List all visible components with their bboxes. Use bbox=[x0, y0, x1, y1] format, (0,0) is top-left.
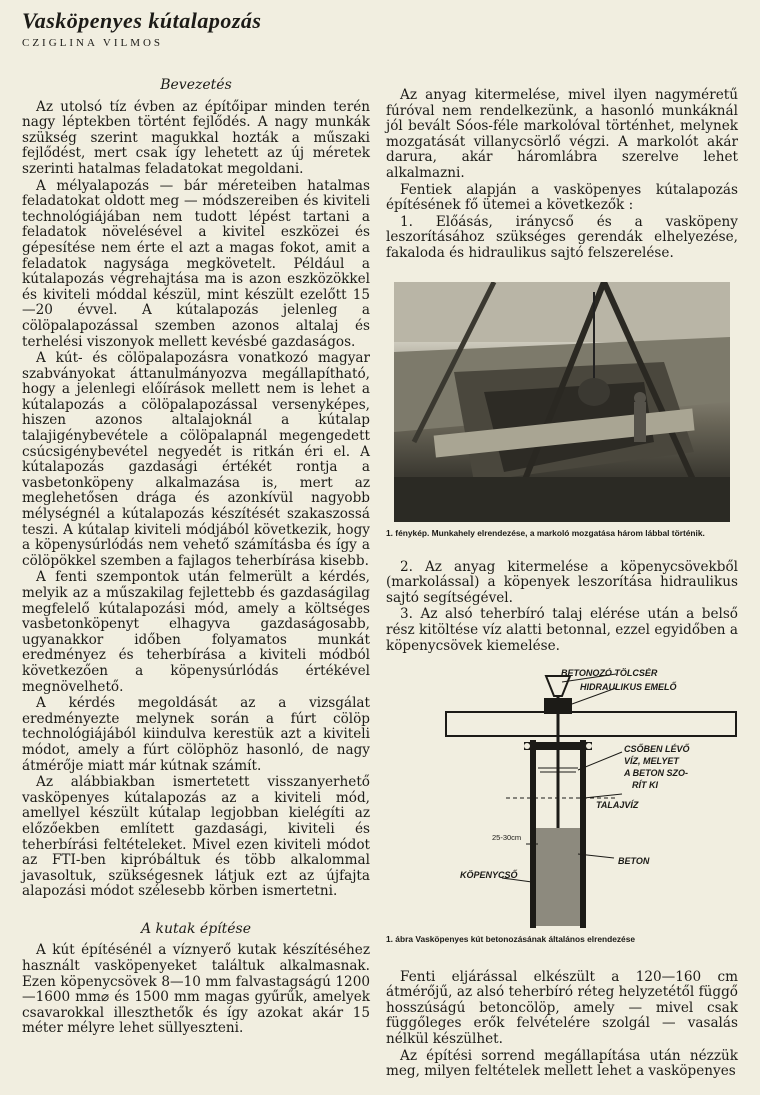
groundwater-label: TALAJVÍZ bbox=[596, 800, 639, 811]
casing-label: KÖPENYCSŐ bbox=[460, 870, 518, 881]
funnel-label: BETONOZÓ TÖLCSÉR bbox=[561, 668, 658, 679]
water-label-line-4: RÍT KI bbox=[632, 780, 658, 791]
figure-spacer bbox=[386, 948, 738, 970]
right-column bbox=[386, 88, 738, 1080]
photo-caption: 1. fénykép. Munkahely elrendezése, a markoló mozgatása három lábbal történik. bbox=[386, 527, 705, 538]
figure-caption: 1. ábra Vasköpenyes kút betonozásának általános elrendezése bbox=[386, 934, 636, 945]
bottom-paragraph-1: Fenti eljárással elkészült a 120—160 cm átmérőjű, az alsó teherbíró réteg helyzetétől függő hosszúságú betoncölöp, amely — mivel csak függőleges erők felvételére szolgál — vasalás nélkül készülhet. bbox=[386, 968, 738, 1048]
construction-paragraph-1: A kút építésénél a víznyerő kutak készítéséhez használt vasköpenyeket találtuk alkalmasnak. Ezen köpenycsövek 8—10 mm falvastagságú 1200—1600 mm⌀ és 1500 mm magas gyűrűk, amelyek csavarokkal illeszthetők és így azokat akár 15 méter mélyre lehet süllyeszteni. bbox=[22, 942, 370, 1037]
water-label-line-2: VÍZ, MELYET bbox=[624, 756, 679, 767]
concrete-fill bbox=[536, 828, 580, 926]
worksite-photo bbox=[394, 282, 730, 522]
concreting-diagram-drawing bbox=[386, 668, 738, 930]
right-paragraph-2: Fentiek alapján a vasköpenyes kútalapozás építésének fő ütemei a következők : bbox=[386, 181, 738, 214]
author-name: CZIGLINA VILMOS bbox=[22, 37, 164, 49]
article-title: Vasköpenyes kútalapozás bbox=[22, 8, 262, 33]
casing-left-wall bbox=[530, 740, 536, 928]
intro-paragraph-6: Az alábbiakban ismertetett visszanyerhető vasköpenyes kútalapozás az a kiviteli mód, amellyel készült kútalap legjobban kielégíti az előzőekben említett gazdasági, kiviteli és teherbírási feltételeket. Mivel ezen kiviteli módot az FTI-ben kipróbáltuk és több alkalommal javasoltuk, szükségesnek látjuk ezt az újfajta alapozási módot szélesebb körben ismertetni. bbox=[22, 774, 370, 900]
water-label-line-3: A BETON SZO- bbox=[624, 768, 689, 779]
right-paragraph-1: Az anyag kitermelése, mivel ilyen nagyméretű fúróval nem rendelkezünk, a hasonló munkáknál jól bevált Sóos-féle markolóval történhet, melynek mozgatását villanycsörlő végzi. A markolót akár darura, akár háromlábra szerelve lehet alkalmazni. bbox=[386, 87, 738, 181]
construction-heading: A kutak építése bbox=[140, 920, 252, 937]
dimension-label: 25-30cm bbox=[492, 833, 522, 843]
step-2-paragraph: 2. Az anyag kitermelése a köpenycsövekből (markolással) a köpenyek leszorítása hidraulikus sajtó segítségével. bbox=[386, 558, 738, 606]
photo-spacer bbox=[386, 538, 738, 560]
step-3-paragraph: 3. Az alsó teherbíró talaj elérése után a belső rész kitöltése víz alatti betonnal, ezzel egyidőben a köpenycsövek kiemelése. bbox=[386, 606, 738, 654]
beam-shape bbox=[446, 712, 736, 736]
worksite-photo-drawing bbox=[394, 282, 730, 522]
bottom-paragraph-2: Az építési sorrend megállapítása után nézzük meg, milyen feltételek mellett lehet a vasköpenyes bbox=[386, 1047, 738, 1080]
concrete-label: BETON bbox=[618, 856, 650, 867]
right-paragraph-3: 1. Előásás, iránycső és a vasköpeny leszorításához szükséges gerendák elhelyezése, fakaloda és hidraulikus sajtó felszerelése. bbox=[386, 213, 738, 261]
intro-heading: Bevezetés bbox=[160, 77, 232, 93]
intro-paragraph-1: Az utolsó tíz évben az építőipar minden terén nagy léptekben történt fejlődés. A nagy munkák szükség szerint magukkal hozták a műszaki fejlődést, mert csak így lehetett az új méretek szerinti hatalmas feladatokat megoldani. bbox=[22, 98, 370, 177]
casing-flange bbox=[524, 742, 592, 750]
funnel-shape bbox=[546, 676, 570, 696]
intro-paragraph-5: A kérdés megoldását az a vizsgálat eredményezte melynek során a fúrt cölöp technológiájából kiindulva kerestük azt a kiviteli módot, amely a fúrt cölöphöz hasonló, de nagy átmérője miatt már kútnak számít. bbox=[22, 695, 370, 774]
intro-paragraph-4: A fenti szempontok után felmerült a kérdés, melyik az a műszakilag fejlettebb és gazdaságilag megfelelő kútalapozási mód, amely a költséges vasbetonköpenyt elhagyva gazdaságosabb, ugyanakkor időben folyamatos munkát eredményez és teherbírása a kiviteli módból következően a köpenysúrlódás értékével megnövelhető. bbox=[22, 569, 370, 695]
intro-paragraph-2: A mélyalapozás — bár méreteiben hatalmas feladatokat oldott meg — módszereiben és kiviteli technológiájában nem tudott lépést tartani a feladatok növelésével a kivitel eszközei és gépesítése nem érte el azt a magas fokot, amit a feladatok nagysága megkövetelt. Például a kútalapozás végrehajtása ma is azon eszközökkel és kiviteli móddal készül, mint készült ezelőtt 15—20 évvel. A kútalapozás jelenleg a cölöpalapozással szemben azonos altalaj és terhelési viszonyok mellett kevésbé gazdaságos. bbox=[22, 177, 370, 350]
water-label-line-1: CSŐBEN LÉVŐ bbox=[624, 744, 690, 755]
concreting-diagram bbox=[386, 668, 738, 930]
intro-paragraph-3: A kút- és cölöpalapozásra vonatkozó magyar szabványokat áttanulmányozva megállapítható, hogy a jelenlegi előírások mellett nem is lehet a kútalapozás a cölöpalapozással versenyképes, hiszen azonos altalajoknál a kútalap talajigénybevétele a cölöpalapnál megengedett csúcsigénybevétel negyedét is ritkán éri el. A kútalapozás gazdasági értékét rontja a vasbetonköpeny alkalmazása is, mert az meglehetősen drága és azonkívül nagyobb mélységnél a kútalapozás készítését szakaszossá teszi. A kútalap kiviteli módjából következik, hogy a köpenysúrlódás nem vehető számításba és így a cölöpökkel szemben a fajlagos teherbírása kisebb. bbox=[22, 350, 370, 569]
section-spacer bbox=[22, 900, 370, 922]
left-column bbox=[22, 78, 370, 1037]
jack-label: HIDRAULIKUS EMELŐ bbox=[580, 682, 677, 693]
